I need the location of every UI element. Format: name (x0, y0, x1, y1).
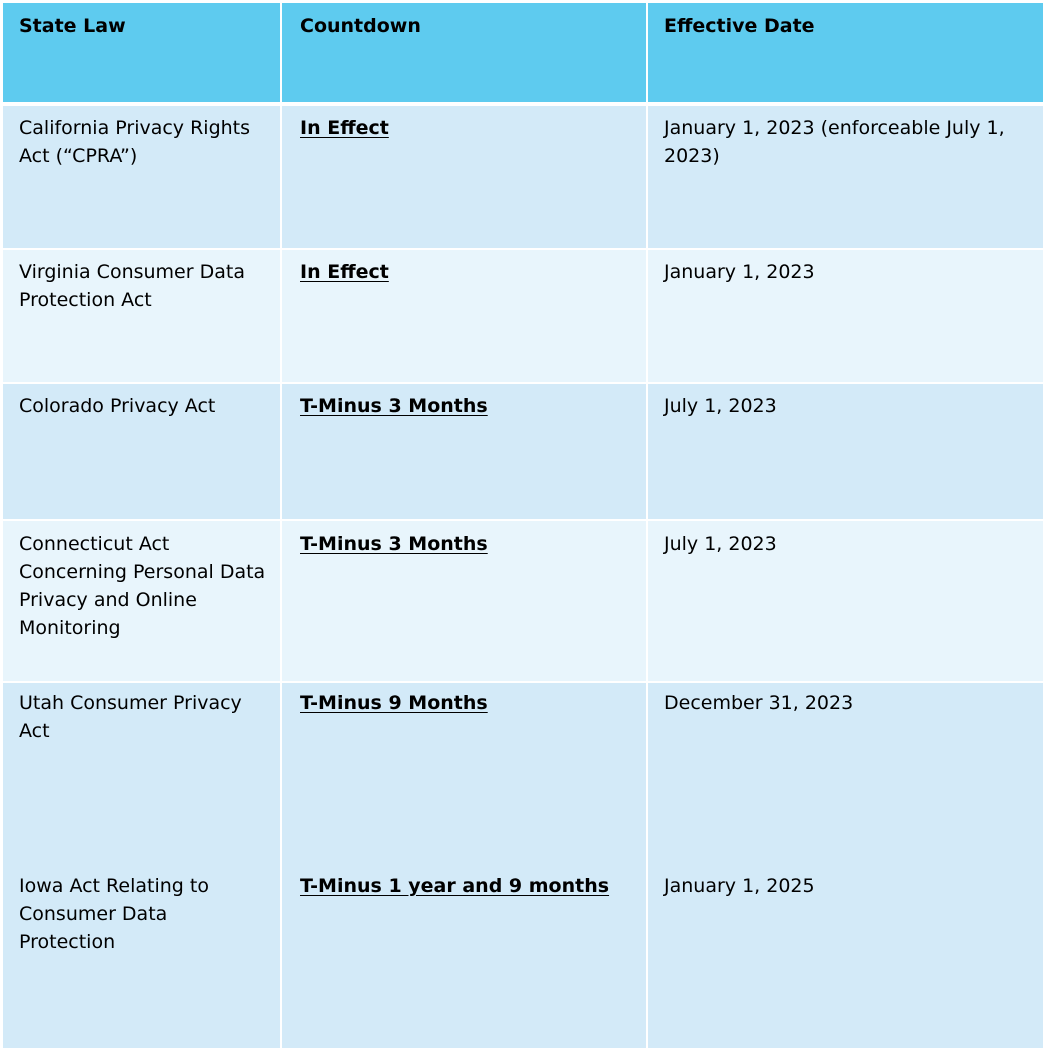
header-effective-date: Effective Date (648, 3, 1043, 106)
countdown-label: T-Minus 3 Months (300, 533, 488, 555)
effective-date-cell (648, 683, 1043, 1048)
state-law-cell: Virginia Consumer Data Protection Act (3, 250, 282, 384)
header-countdown: Countdown (282, 3, 648, 106)
header-state-law: State Law (3, 3, 282, 106)
state-law-utah: Utah Consumer Privacy Act (19, 692, 242, 742)
countdown-label: In Effect (300, 261, 389, 283)
table-row (3, 683, 1043, 1048)
effective-date-cell: January 1, 2023 (648, 250, 1043, 384)
state-law-iowa: Iowa Act Relating to Consumer Data Protection (19, 875, 209, 953)
table-header-row (3, 3, 1043, 106)
effective-date-iowa: January 1, 2025 (664, 875, 815, 897)
effective-date-utah: December 31, 2023 (664, 692, 854, 714)
countdown-cell (282, 521, 648, 683)
countdown-cell (282, 250, 648, 384)
table-row (3, 250, 1043, 384)
countdown-iowa: T-Minus 1 year and 9 months (300, 875, 610, 897)
countdown-utah: T-Minus 9 Months (300, 692, 488, 714)
table-row (3, 384, 1043, 521)
effective-date-cell: July 1, 2023 (648, 521, 1043, 683)
state-law-cell: Colorado Privacy Act (3, 384, 282, 521)
table-row (3, 521, 1043, 683)
state-law-cell: California Privacy Rights Act (“CPRA”) (3, 106, 282, 250)
countdown-cell (282, 106, 648, 250)
countdown-cell (282, 384, 648, 521)
countdown-cell (282, 683, 648, 1048)
table-row (3, 106, 1043, 250)
privacy-law-table-frame (3, 3, 1043, 1048)
effective-date-cell: January 1, 2023 (enforceable July 1, 2023) (648, 106, 1043, 250)
state-law-cell (3, 683, 282, 1048)
countdown-label: In Effect (300, 117, 389, 139)
privacy-law-table (3, 3, 1043, 1048)
effective-date-cell: July 1, 2023 (648, 384, 1043, 521)
state-law-cell: Connecticut Act Concerning Personal Data Privacy and Online Monitoring (3, 521, 282, 683)
countdown-label: T-Minus 3 Months (300, 395, 488, 417)
